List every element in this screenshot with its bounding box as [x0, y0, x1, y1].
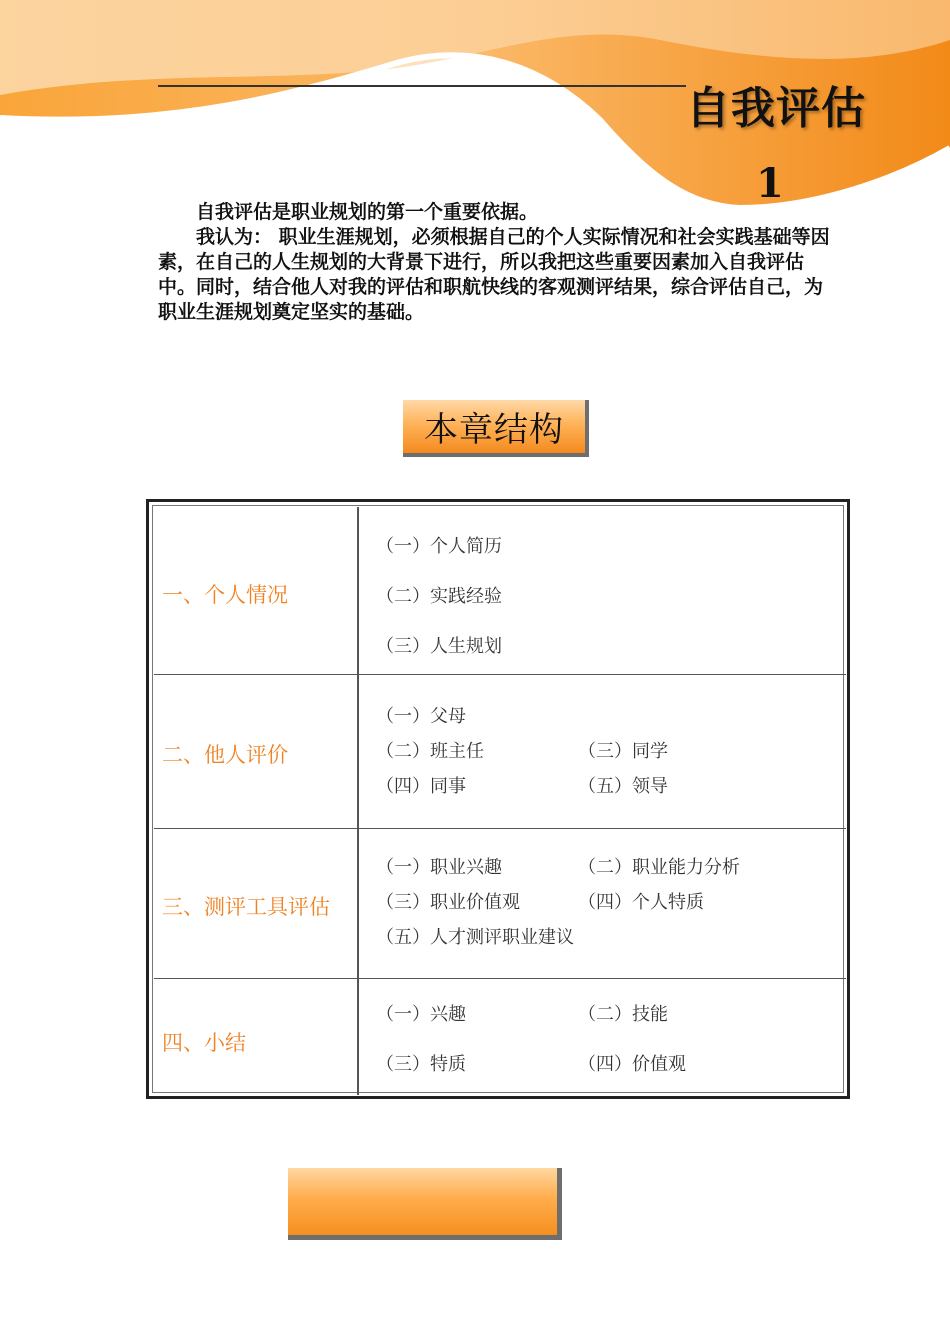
page-title: 自我评估	[686, 83, 866, 134]
section-2-item-3: （三）同学	[578, 741, 668, 762]
chapter-structure-button[interactable]: 本章结构	[403, 400, 589, 457]
chapter-number: 1	[756, 160, 784, 207]
section-4-item-1: （一）兴趣	[376, 1004, 466, 1025]
structure-row-4	[154, 978, 846, 1096]
section-4-item-2: （二）技能	[578, 1004, 668, 1025]
section-label-4: 四、小结	[162, 1031, 246, 1055]
structure-row-3	[154, 828, 846, 979]
intro-text	[158, 200, 834, 325]
section-2-item-2: （二）班主任	[376, 741, 484, 762]
section-1-item-2: （二）实践经验	[376, 586, 502, 607]
chapter-structure-table	[146, 499, 850, 1099]
section-heading-button[interactable]	[288, 1168, 562, 1240]
intro-line-1: 自我评估是职业规划的第一个重要依据。	[196, 201, 539, 223]
section-2-item-4: （四）同事	[376, 776, 466, 797]
section-label-1: 一、个人情况	[162, 583, 288, 607]
section-4-item-3: （三）特质	[376, 1054, 466, 1075]
structure-row-1	[154, 507, 846, 674]
section-3-item-2: （二）职业能力分析	[578, 857, 740, 878]
structure-row-2	[154, 674, 846, 829]
section-3-item-3: （三）职业价值观	[376, 892, 520, 913]
section-3-item-4: （四）个人特质	[578, 892, 704, 913]
section-1-item-3: （三）人生规划	[376, 636, 502, 657]
section-3-item-5: （五）人才测评职业建议	[376, 927, 574, 948]
section-2-item-1: （一）父母	[376, 706, 466, 727]
section-1-item-1: （一）个人简历	[376, 536, 502, 557]
section-3-item-1: （一）职业兴趣	[376, 857, 502, 878]
intro-paragraph-2: 我认为： 职业生涯规划，必须根据自己的个人实际情况和社会实践基础等因素，在自己的人生规划的大背景下进行，所以我把这些重要因素加入自我评估中。同时，结合他人对我的评估和职航快线的客观测评结果，综合评估自己，为职业生涯规划奠定坚实的基础。	[158, 226, 830, 323]
section-4-item-4: （四）价值观	[578, 1054, 686, 1075]
section-2-item-5: （五）领导	[578, 776, 668, 797]
section-label-2: 二、他人评价	[162, 743, 288, 767]
section-label-3: 三、测评工具评估	[162, 895, 330, 919]
